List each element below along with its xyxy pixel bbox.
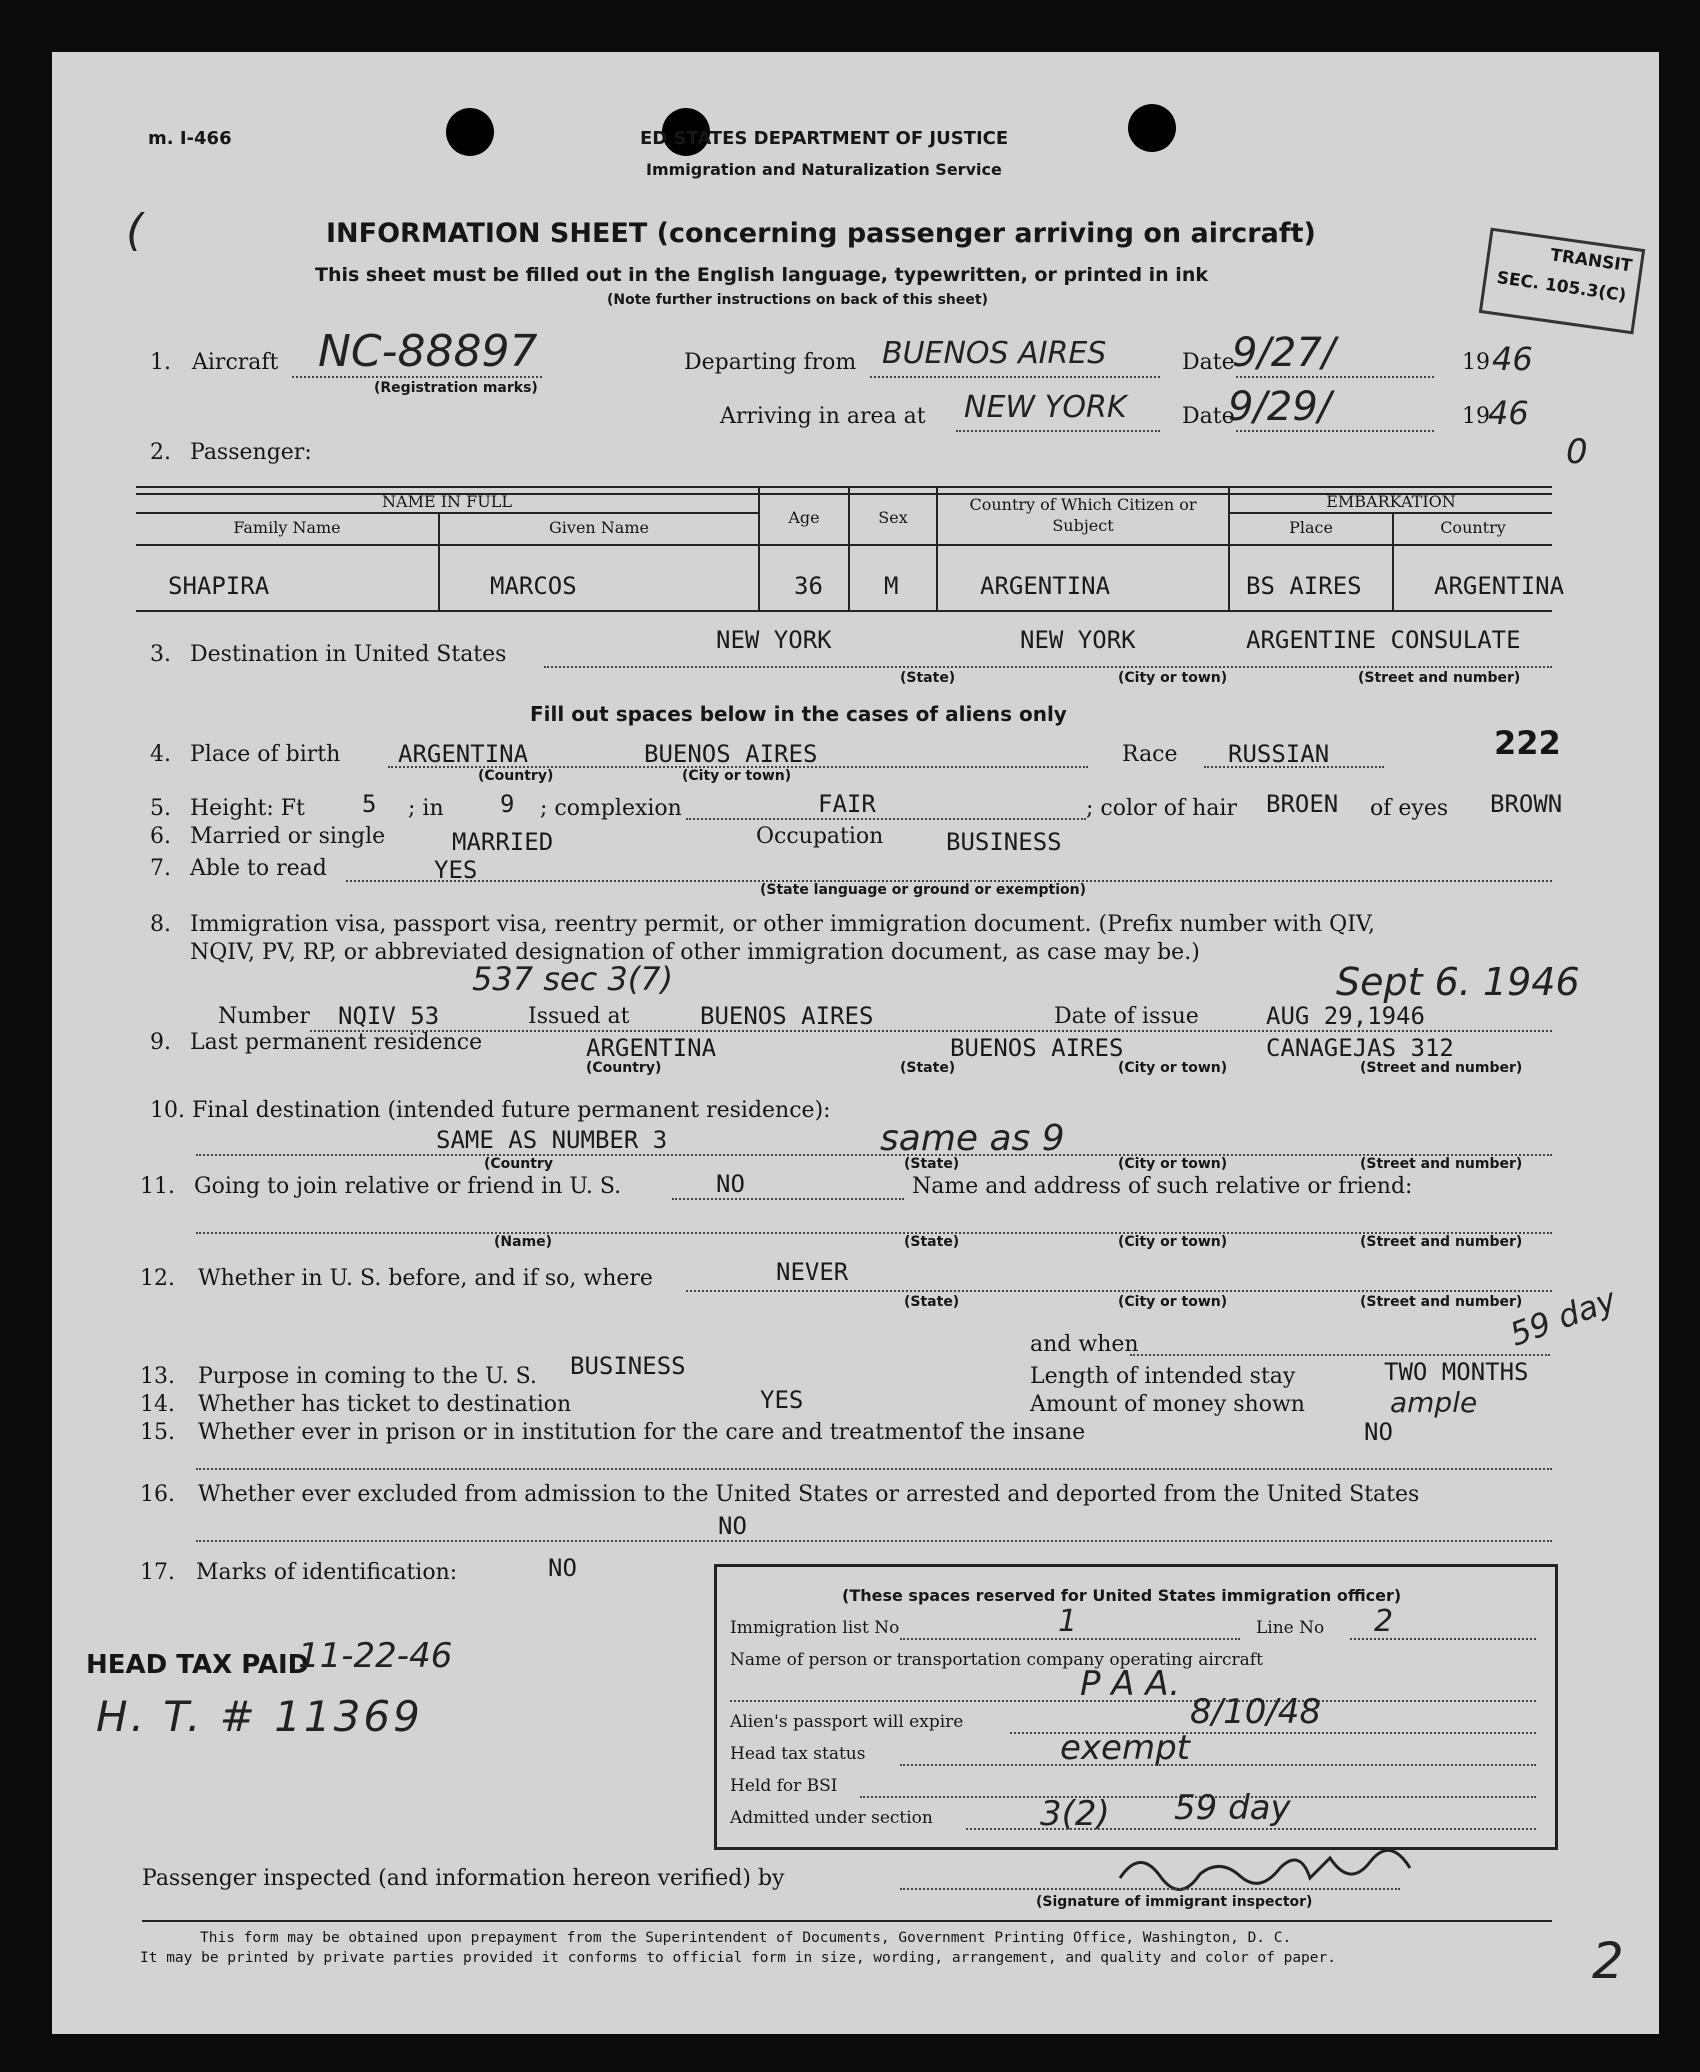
item15-number: 15.	[140, 1420, 175, 1445]
line-no: 2	[1374, 1604, 1394, 1639]
passenger-given-name: MARCOS	[490, 572, 577, 600]
table-header-name-in-full: NAME IN FULL	[382, 492, 512, 511]
money-value: ample	[1390, 1386, 1478, 1419]
line-no-label: Line No	[1256, 1618, 1325, 1638]
embarkation-place: BS AIRES	[1246, 572, 1362, 600]
item9-number: 9.	[150, 1030, 171, 1055]
arriving-year: 46	[1488, 394, 1529, 432]
read-label: Able to read	[190, 856, 327, 881]
residence-street: CANAGEJAS 312	[1266, 1034, 1454, 1062]
excluded-value: NO	[718, 1512, 747, 1540]
stay-length-value: TWO MONTHS	[1384, 1358, 1529, 1386]
form-instruction: This sheet must be filled out in the English language, typewritten, or printed in ink	[315, 264, 1208, 286]
destination-city-caption: (City or town)	[1118, 670, 1228, 686]
visa-number-label: Number	[218, 1004, 310, 1029]
birth-city: BUENOS AIRES	[644, 740, 818, 768]
ticket-label: Whether has ticket to destination	[198, 1392, 572, 1417]
item11-number: 11.	[140, 1174, 175, 1199]
race-label: Race	[1122, 742, 1178, 767]
page-number-mark: 2	[1592, 1932, 1624, 1990]
residence-label: Last permanent residence	[190, 1030, 483, 1055]
item1-number: 1.	[150, 350, 171, 375]
punch-hole-right	[1128, 104, 1176, 152]
marital-status: MARRIED	[452, 828, 554, 856]
relative-state-caption: (State)	[904, 1234, 960, 1250]
visa-handwritten-note: 537 sec 3(7)	[472, 960, 674, 998]
aliens-only-heading: Fill out spaces below in the cases of aliens only	[530, 702, 1067, 726]
destination-street-caption: (Street and number)	[1358, 670, 1521, 686]
head-tax-number: H. T. # 11369	[96, 1692, 423, 1741]
relative-city-caption: (City or town)	[1118, 1234, 1228, 1250]
read-value: YES	[434, 856, 478, 884]
join-relative-label: Going to join relative or friend in U. S.	[194, 1174, 622, 1199]
prison-label: Whether ever in prison or in institution for the care and treatmentof the insane	[198, 1420, 1086, 1445]
purpose-label: Purpose in coming to the U. S.	[198, 1364, 537, 1389]
officer-box-heading: (These spaces reserved for United States immigration officer)	[842, 1586, 1402, 1605]
item8-number: 8.	[150, 912, 171, 937]
registration-caption: (Registration marks)	[374, 380, 538, 396]
passenger-label: Passenger:	[190, 440, 312, 465]
previous-visit-state-caption: (State)	[904, 1294, 960, 1310]
arriving-label: Arriving in area at	[720, 404, 926, 429]
table-header-given-name: Given Name	[549, 518, 649, 537]
item14-number: 14.	[140, 1392, 175, 1417]
immigration-list-no: 1	[1058, 1604, 1078, 1639]
residence-street-caption: (Street and number)	[1360, 1060, 1523, 1076]
prison-value: NO	[1364, 1418, 1393, 1446]
visa-number: NQIV 53	[338, 1002, 440, 1030]
residence-city: BUENOS AIRES	[950, 1034, 1124, 1062]
when-label: and when	[1030, 1332, 1139, 1357]
admitted-section-note: 59 day	[1174, 1788, 1291, 1828]
departing-year-prefix: 19	[1462, 350, 1490, 375]
occupation-label: Occupation	[756, 824, 884, 849]
eye-color-value: BROWN	[1490, 790, 1563, 818]
form-note: (Note further instructions on back of this sheet)	[607, 292, 988, 308]
relative-name-caption: (Name)	[494, 1234, 553, 1250]
aircraft-label: Aircraft	[192, 350, 279, 375]
final-destination-value: SAME AS NUMBER 3	[436, 1126, 668, 1154]
right-margin-mark: 0	[1566, 432, 1588, 472]
item4-number: 4.	[150, 742, 171, 767]
held-for-bsi-label: Held for BSI	[730, 1776, 838, 1796]
embarkation-country: ARGENTINA	[1434, 572, 1565, 600]
purpose-value: BUSINESS	[570, 1352, 686, 1380]
passenger-citizenship: ARGENTINA	[980, 572, 1111, 600]
service-name: Immigration and Naturalization Service	[646, 160, 1002, 179]
stay-length-label: Length of intended stay	[1030, 1364, 1296, 1389]
item10-number: 10.	[150, 1098, 185, 1123]
stamp-line2: SEC. 105.3(C)	[1495, 267, 1628, 306]
money-label: Amount of money shown	[1030, 1392, 1305, 1417]
transport-company: P A A.	[1080, 1664, 1181, 1704]
join-relative-value: NO	[716, 1170, 745, 1198]
inspection-label: Passenger inspected (and information hereon verified) by	[142, 1866, 785, 1891]
item7-number: 7.	[150, 856, 171, 881]
item5-number: 5.	[150, 796, 171, 821]
destination-street: ARGENTINE CONSULATE	[1246, 626, 1521, 654]
final-destination-country-caption: (Country	[484, 1156, 553, 1172]
table-header-embarkation: EMBARKATION	[1326, 492, 1456, 511]
marks-value: NO	[548, 1554, 577, 1582]
table-header-citizen: Country of Which Citizen or Subject	[969, 495, 1197, 535]
transport-company-label: Name of person or transportation company operating aircraft	[730, 1650, 1263, 1670]
previous-visit-street-caption: (Street and number)	[1360, 1294, 1523, 1310]
final-destination-state-caption: (State)	[904, 1156, 960, 1172]
head-tax-status-label: Head tax status	[730, 1744, 866, 1764]
item12-number: 12.	[140, 1266, 175, 1291]
previous-visit-label: Whether in U. S. before, and if so, where	[198, 1266, 653, 1291]
head-tax-date: 11-22-46	[298, 1636, 453, 1676]
form-title: INFORMATION SHEET (concerning passenger arriving on aircraft)	[326, 218, 1316, 249]
item17-number: 17.	[140, 1560, 175, 1585]
passenger-age: 36	[794, 572, 823, 600]
residence-state-caption: (State)	[900, 1060, 956, 1076]
table-header-family-name: Family Name	[233, 518, 341, 537]
head-tax-paid: HEAD TAX PAID	[86, 1650, 310, 1680]
previous-visit-handwritten: 59 day	[1504, 1280, 1621, 1354]
destination-city: NEW YORK	[1020, 626, 1136, 654]
arriving-date-label: Date	[1182, 404, 1235, 429]
relative-street-caption: (Street and number)	[1360, 1234, 1523, 1250]
arriving-city: NEW YORK	[964, 390, 1127, 425]
final-destination-handwritten: same as 9	[880, 1118, 1065, 1159]
immigration-list-label: Immigration list No	[730, 1618, 900, 1638]
inspector-signature-caption: (Signature of immigrant inspector)	[1036, 1894, 1313, 1910]
admitted-section-label: Admitted under section	[730, 1808, 933, 1828]
eye-color-label: of eyes	[1370, 796, 1449, 821]
destination-state: NEW YORK	[716, 626, 832, 654]
complexion-label: ; complexion	[540, 796, 682, 821]
hair-color-label: ; color of hair	[1086, 796, 1237, 821]
arriving-date: 9/29/	[1228, 384, 1332, 430]
arriving-year-prefix: 19	[1462, 404, 1490, 429]
residence-city-caption: (City or town)	[1118, 1060, 1228, 1076]
departing-date: 9/27/	[1232, 330, 1336, 376]
passenger-sex: M	[884, 572, 899, 600]
admitted-section: 3(2)	[1040, 1794, 1110, 1834]
height-feet: 5	[362, 790, 377, 818]
destination-label: Destination in United States	[190, 642, 507, 667]
complexion-value: FAIR	[818, 790, 876, 818]
head-tax-status: exempt	[1060, 1728, 1190, 1768]
relative-name-label: Name and address of such relative or friend:	[912, 1174, 1413, 1199]
marital-label: Married or single	[190, 824, 386, 849]
final-destination-city-caption: (City or town)	[1118, 1156, 1228, 1172]
stamp-line1: TRANSIT	[1549, 245, 1634, 277]
item2-number: 2.	[150, 440, 171, 465]
item16-number: 16.	[140, 1482, 175, 1507]
hair-color-value: BROEN	[1266, 790, 1339, 818]
passport-expire-label: Alien's passport will expire	[730, 1712, 964, 1732]
table-header-country: Country	[1440, 518, 1506, 537]
visa-issued-at: BUENOS AIRES	[700, 1002, 874, 1030]
table-header-place: Place	[1289, 518, 1333, 537]
height-inches: 9	[500, 790, 515, 818]
punch-hole-left	[446, 108, 494, 156]
visa-date-of-issue: AUG 29,1946	[1266, 1002, 1425, 1030]
visa-text-line1: Immigration visa, passport visa, reentry permit, or other immigration document. (Prefix number with QIV,	[190, 912, 1375, 937]
aircraft-registration: NC-88897	[318, 326, 538, 377]
residence-country-caption: (Country)	[586, 1060, 662, 1076]
excluded-label: Whether ever excluded from admission to the United States or arrested and deported from the United States	[198, 1482, 1420, 1507]
table-header-age: Age	[788, 508, 820, 527]
height-ft-label: Height: Ft	[190, 796, 305, 821]
departing-date-label: Date	[1182, 350, 1235, 375]
departing-label: Departing from	[684, 350, 857, 375]
birthplace-label: Place of birth	[190, 742, 341, 767]
read-caption: (State language or ground or exemption)	[760, 882, 1086, 898]
item6-number: 6.	[150, 824, 171, 849]
ticket-value: YES	[760, 1386, 804, 1414]
height-in-label: ; in	[408, 796, 444, 821]
visa-issued-label: Issued at	[528, 1004, 630, 1029]
item13-number: 13.	[140, 1364, 175, 1389]
left-margin-mark: (	[126, 205, 144, 256]
departing-year: 46	[1492, 340, 1533, 378]
footer-line1: This form may be obtained upon prepayment from the Superintendent of Documents, Government Printing Office, Washington, D. C.	[200, 1930, 1292, 1946]
marks-label: Marks of identification:	[196, 1560, 458, 1585]
department-name: ED STATES DEPARTMENT OF JUSTICE	[640, 128, 1009, 149]
table-header-sex: Sex	[878, 508, 908, 527]
final-destination-street-caption: (Street and number)	[1360, 1156, 1523, 1172]
residence-country: ARGENTINA	[586, 1034, 717, 1062]
visa-text-line2: NQIV, PV, RP, or abbreviated designation of other immigration document, as case may be.)	[190, 940, 1200, 965]
occupation-value: BUSINESS	[946, 828, 1062, 856]
item3-number: 3.	[150, 642, 171, 667]
passenger-family-name: SHAPIRA	[168, 572, 270, 600]
race-value: RUSSIAN	[1228, 740, 1330, 768]
visa-handwritten-date: Sept 6. 1946	[1336, 960, 1580, 1004]
previous-visit-value: NEVER	[776, 1258, 849, 1286]
passport-expire: 8/10/48	[1190, 1692, 1322, 1732]
form-number: m. I-466	[148, 128, 232, 149]
birth-country: ARGENTINA	[398, 740, 529, 768]
visa-date-label: Date of issue	[1054, 1004, 1199, 1029]
departing-city: BUENOS AIRES	[882, 336, 1107, 371]
birth-country-caption: (Country)	[478, 768, 554, 784]
footer-line2: It may be printed by private parties provided it conforms to official form in size, wording, arrangement, and quality and color of paper.	[140, 1950, 1336, 1966]
previous-visit-city-caption: (City or town)	[1118, 1294, 1228, 1310]
final-destination-label: Final destination (intended future permanent residence):	[192, 1098, 831, 1123]
birth-city-caption: (City or town)	[682, 768, 792, 784]
destination-state-caption: (State)	[900, 670, 956, 686]
race-code: 222	[1494, 724, 1561, 762]
